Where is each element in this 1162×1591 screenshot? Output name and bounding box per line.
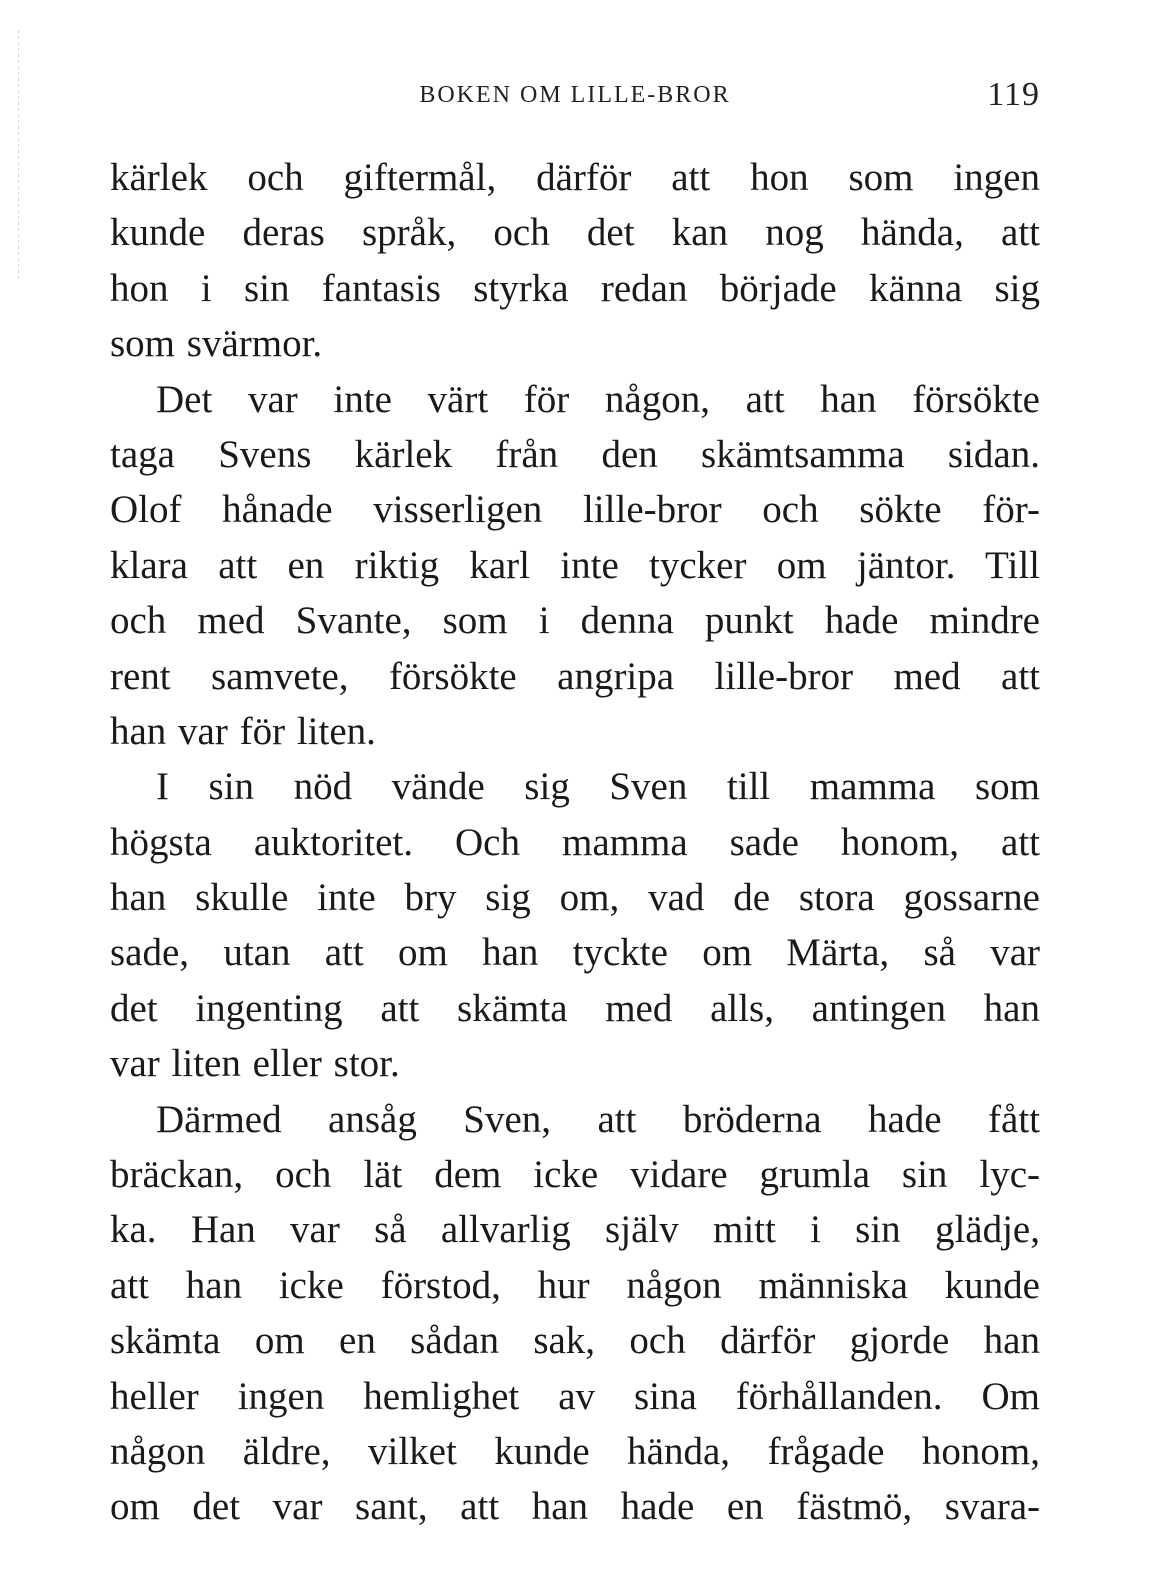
- text-line: Därmed ansåg Sven, att bröderna hade fått: [156, 1097, 1040, 1141]
- scan-edge-mark: [18, 30, 19, 280]
- text-line: klara att en riktig karl inte tycker om jäntor. Till: [110, 543, 1040, 587]
- text-line: Det var inte värt för någon, att han försökte: [156, 377, 1040, 421]
- text-line: att han icke förstod, hur någon människa kunde: [110, 1263, 1040, 1307]
- text-line: Olof hånade visserligen lille-bror och sökte för-: [110, 488, 1040, 532]
- text-line: sade, utan att om han tyckte om Märta, så var: [110, 931, 1040, 975]
- text-line: som svärmor.: [110, 322, 323, 366]
- running-title: BOKEN OM LILLE-BROR: [419, 82, 731, 108]
- text-line: någon äldre, vilket kunde hända, frågade honom,: [110, 1429, 1040, 1473]
- text-line: det ingenting att skämta med alls, antingen han: [110, 986, 1040, 1030]
- text-line: skämta om en sådan sak, och därför gjorde han: [110, 1319, 1040, 1363]
- text-line: var liten eller stor.: [110, 1042, 400, 1086]
- text-line: han var för liten.: [110, 709, 376, 753]
- text-line: kärlek och giftermål, därför att hon som ingen: [110, 156, 1040, 199]
- text-line: kunde deras språk, och det kan nog hända, att: [110, 211, 1040, 255]
- text-line: om det var sant, att han hade en fästmö, svara-: [110, 1485, 1040, 1529]
- text-line: taga Svens kärlek från den skämtsamma sidan.: [110, 432, 1040, 476]
- text-line: och med Svante, som i denna punkt hade mindre: [110, 599, 1040, 643]
- text-line: ka. Han var så allvarlig själv mitt i sin glädje,: [110, 1208, 1040, 1252]
- text-line: bräckan, och lät dem icke vidare grumla sin lyc-: [110, 1153, 1040, 1197]
- text-line: I sin nöd vände sig Sven till mamma som: [156, 765, 1040, 809]
- text-line: han skulle inte bry sig om, vad de stora gossarne: [110, 876, 1040, 920]
- text-line: högsta auktoritet. Och mamma sade honom, att: [110, 820, 1040, 864]
- body-text: [110, 150, 1040, 1535]
- text-line: hon i sin fantasis styrka redan började känna sig: [110, 266, 1040, 310]
- running-head: [110, 76, 1040, 122]
- text-line: heller ingen hemlighet av sina förhållanden. Om: [110, 1374, 1040, 1418]
- text-line: rent samvete, försökte angripa lille-bror med att: [110, 654, 1040, 698]
- page-number: 119: [987, 76, 1040, 113]
